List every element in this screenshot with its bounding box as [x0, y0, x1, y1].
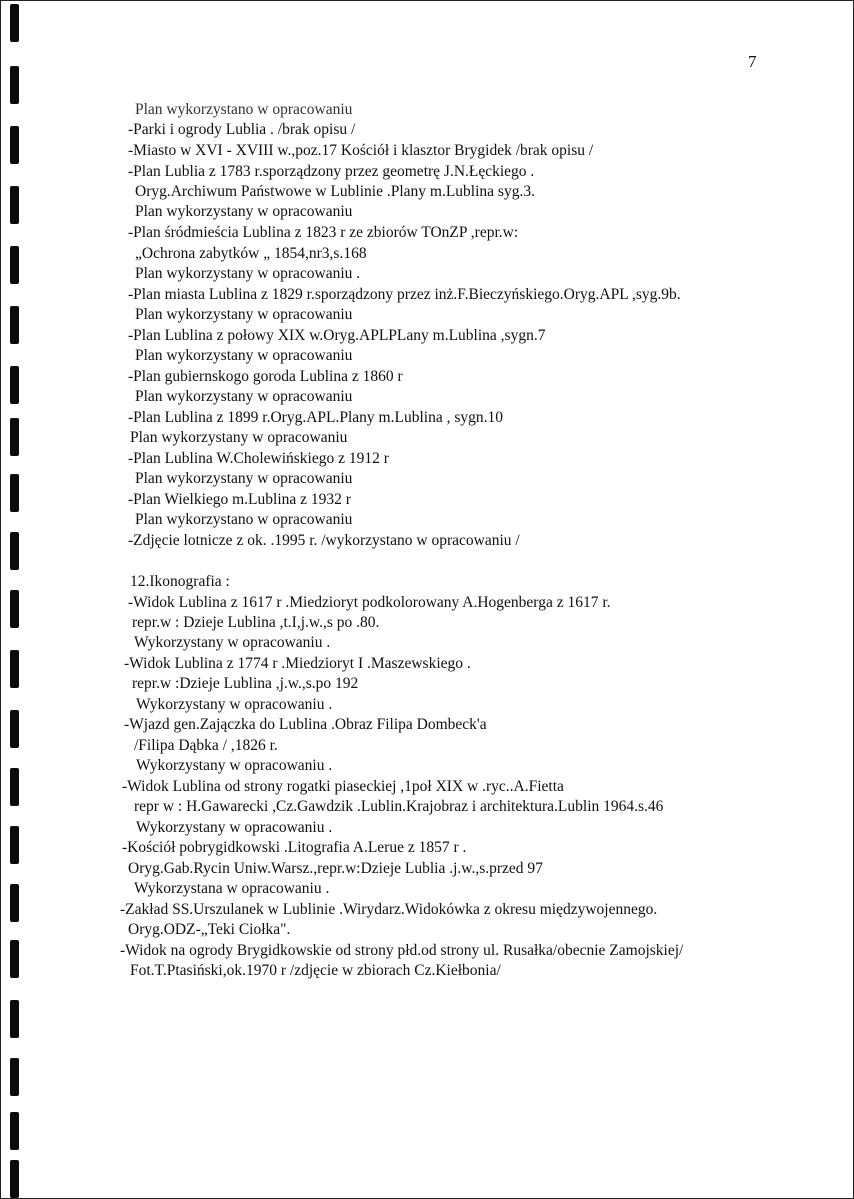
section-heading: 12.Ikonografia : — [130, 573, 230, 590]
binding-hole — [10, 246, 19, 284]
text-line: Oryg.ODZ-„Teki Ciołka". — [128, 921, 291, 938]
page-number: 7 — [748, 52, 757, 71]
text-line: Plan wykorzystany w opracowaniu — [130, 429, 348, 446]
text-line: -Wjazd gen.Zajączka do Lublina .Obraz Filipa Dombeck'a — [124, 716, 487, 733]
text-line: -Plan Lublina W.Cholewińskiego z 1912 r — [128, 450, 389, 467]
text-line: -Widok Lublina z 1774 r .Miedzioryt I .Maszewskiego . — [124, 655, 471, 672]
text-line: -Plan Wielkiego m.Lublina z 1932 r — [128, 491, 351, 508]
text-line: -Parki i ogrody Lublia . /brak opisu / — [128, 121, 356, 138]
text-line: Plan wykorzystany w opracowaniu — [135, 470, 353, 487]
binding-hole — [10, 1058, 19, 1096]
binding-hole — [10, 884, 19, 922]
binding-hole — [10, 366, 19, 404]
binding-hole — [10, 66, 19, 104]
text-line: Plan wykorzystano w opracowaniu — [135, 511, 353, 528]
text-line: /Filipa Dąbka / ,1826 r. — [134, 737, 278, 754]
text-line: -Widok Lublina od strony rogatki piaseckiej ,1poł XIX w .ryc..A.Fietta — [122, 778, 564, 795]
text-line: -Kościół pobrygidkowski .Litografia A.Lerue z 1857 r . — [122, 839, 467, 856]
text-line: Wykorzystana w opracowaniu . — [134, 880, 330, 897]
binding-hole — [10, 826, 19, 864]
text-line: -Plan miasta Lublina z 1829 r.sporządzony przez inż.F.Bieczyńskiego.Oryg.APL ,syg.9b. — [128, 286, 681, 303]
text-line: -Plan Lublina z połowy XIX w.Oryg.APLPLany m.Lublina ,sygn.7 — [128, 327, 546, 344]
text-line: Plan wykorzystany w opracowaniu — [135, 388, 353, 405]
binding-hole — [10, 590, 19, 628]
binding-hole — [10, 1160, 19, 1198]
binding-holes — [10, 0, 30, 1199]
text-line: repr w : H.Gawarecki ,Cz.Gawdzik .Lublin.Krajobraz i architektura.Lublin 1964.s.46 — [134, 798, 664, 815]
binding-hole — [10, 650, 19, 688]
text-line: -Widok na ogrody Brygidkowskie od strony płd.od strony ul. Rusałka/obecnie Zamojskiej/ — [120, 942, 684, 959]
text-line: -Zdjęcie lotnicze z ok. .1995 r. /wykorzystano w opracowaniu / — [128, 532, 520, 549]
text-line: Plan wykorzystany w opracowaniu — [135, 306, 353, 323]
text-line: -Widok Lublina z 1617 r .Miedzioryt podkolorowany A.Hogenberga z 1617 r. — [128, 594, 611, 611]
text-line: -Plan Lublina z 1899 r.Oryg.APL.Plany m.Lublina , sygn.10 — [128, 409, 503, 426]
binding-hole — [10, 306, 19, 344]
binding-hole — [10, 4, 19, 42]
binding-hole — [10, 418, 19, 456]
text-line: -Miasto w XVI - XVIII w.,poz.17 Kościół i klasztor Brygidek /brak opisu / — [128, 142, 594, 159]
text-line: -Plan śródmieścia Lublina z 1823 r ze zbiorów TOnZP ,repr.w: — [128, 224, 519, 241]
binding-hole — [10, 1112, 19, 1150]
binding-hole — [10, 532, 19, 570]
text-line: Oryg.Gab.Rycin Uniw.Warsz.,repr.w:Dzieje Lublia .j.w.,s.przed 97 — [128, 860, 543, 877]
binding-hole — [10, 186, 19, 224]
binding-hole — [10, 1000, 19, 1038]
text-line: repr.w : Dzieje Lublina ,t.I,j.w.,s po .80. — [132, 614, 380, 631]
binding-hole — [10, 126, 19, 164]
text-line: Wykorzystany w opracowaniu . — [136, 819, 333, 836]
text-line: Wykorzystany w opracowaniu . — [136, 757, 333, 774]
text-line: Fot.T.Ptasiński,ok.1970 r /zdjęcie w zbiorach Cz.Kiełbonia/ — [130, 962, 501, 979]
text-line: -Plan Lublia z 1783 r.sporządzony przez geometrę J.N.Łęckiego . — [128, 163, 535, 180]
text-line: Wykorzystany w opracowaniu . — [136, 696, 333, 713]
text-line: Plan wykorzystany w opracowaniu — [135, 347, 353, 364]
binding-hole — [10, 768, 19, 806]
binding-hole — [10, 710, 19, 748]
binding-hole — [10, 940, 19, 978]
text-line: Plan wykorzystany w opracowaniu — [135, 203, 353, 220]
binding-hole — [10, 474, 19, 512]
text-line: Wykorzystany w opracowaniu . — [134, 634, 331, 651]
text-line: repr.w :Dzieje Lublina ,j.w.,s.po 192 — [132, 675, 359, 692]
text-line: „Ochrona zabytków „ 1854,nr3,s.168 — [135, 245, 367, 262]
text-line: -Plan gubiernskogo goroda Lublina z 1860 r — [128, 368, 403, 385]
text-line: Plan wykorzystano w opracowaniu — [135, 101, 353, 118]
text-line: Plan wykorzystany w opracowaniu . — [135, 265, 361, 282]
text-line: -Zakład SS.Urszulanek w Lublinie .Wirydarz.Widokówka z okresu międzywojennego. — [120, 901, 658, 918]
text-line: Oryg.Archiwum Państwowe w Lublinie .Plany m.Lublina syg.3. — [135, 183, 535, 200]
